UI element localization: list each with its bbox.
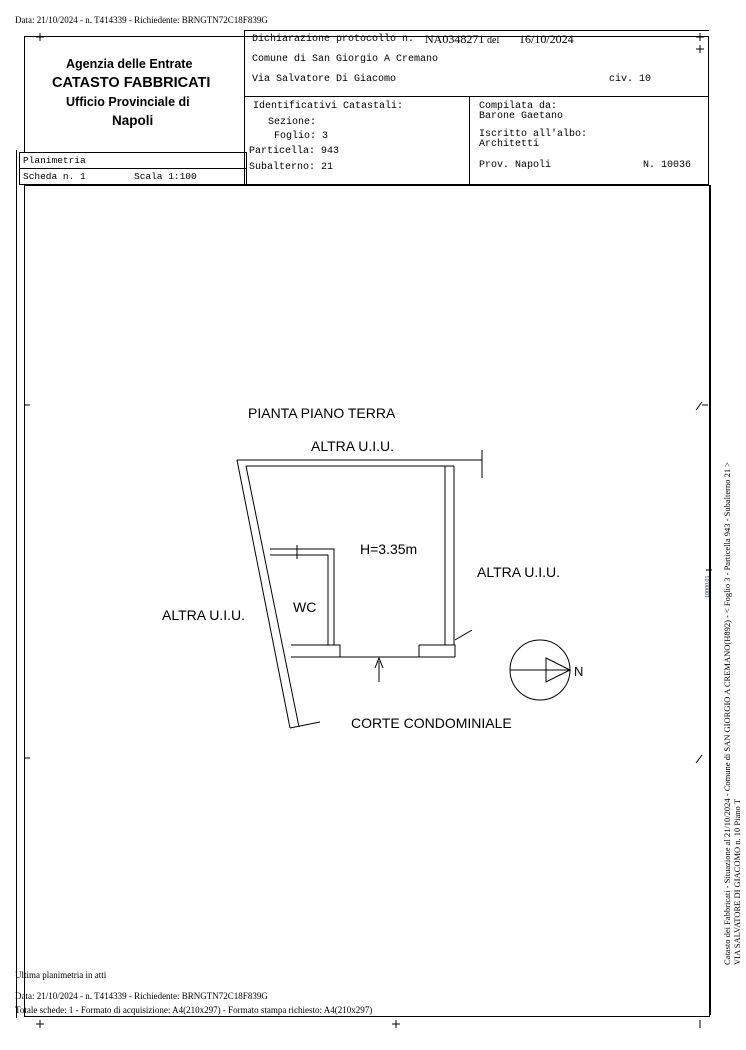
footer-meta: Data: 21/10/2024 - n. T414339 - Richiedente: BRNGTN72C18F839G	[15, 991, 268, 1001]
scale: Scala 1:100	[134, 171, 197, 182]
decl-prefix: Dichiarazione protocollo n.	[252, 34, 415, 45]
neighbor-right: ALTRA U.I.U.	[477, 564, 560, 580]
ident-foglio: Foglio: 3	[274, 131, 329, 142]
neighbor-left: ALTRA U.I.U.	[162, 607, 245, 623]
top-meta: Data: 21/10/2024 - n. T414339 - Richiedente: BRNGTN72C18F839G	[15, 15, 268, 25]
ident-sezione: Sezione:	[268, 117, 317, 128]
ident-title: Identificativi Catastali:	[253, 101, 404, 112]
prov: Prov. Napoli	[479, 160, 552, 171]
decl-date: 16/10/2024	[519, 32, 574, 46]
albo: Architetti	[479, 139, 540, 150]
courtyard-label: CORTE CONDOMINIALE	[351, 715, 512, 731]
doc-type: Planimetria	[23, 155, 86, 166]
compilata-label: Compilata da:	[479, 101, 558, 112]
neighbor-top: ALTRA U.I.U.	[311, 438, 394, 454]
north-label: N	[574, 664, 584, 679]
ufficio-label: Ufficio Provinciale di	[66, 95, 190, 109]
iscritto-label: Iscritto all'albo:	[479, 129, 588, 140]
catasto-title: CATASTO FABBRICATI	[52, 75, 211, 91]
footer-ultima: Ultima planimetria in atti	[15, 970, 107, 980]
plan-title: PIANTA PIANO TERRA	[248, 405, 396, 421]
wc-label: WC	[293, 599, 317, 615]
decl-number: NA0348271	[425, 32, 485, 46]
compilata-name: Barone Gaetano	[479, 111, 564, 122]
side-text-catasto: Catasto dei Fabbricati - Situazione al 21/10/2024 - Comune di SAN GIORGIO A CREMANO(H892) - < Foglio 3 - Particella 943 - Subalterno 21 >	[722, 462, 732, 965]
comune: Comune di San Giorgio A Cremano	[252, 54, 439, 65]
via: Via Salvatore Di Giacomo	[252, 74, 397, 85]
civ: civ. 10	[609, 74, 652, 85]
ident-particella: Particella: 943	[249, 146, 340, 157]
side-text-via: VIA SALVATORE DI GIACOMO n. 10 Piano T	[732, 799, 742, 965]
albo-number: N. 10036	[643, 160, 692, 171]
ident-subalterno: Subalterno: 21	[249, 162, 334, 173]
side-stamp: 10000.01	[705, 575, 711, 598]
decl-del: del	[487, 35, 500, 46]
scheda-number: Scheda n. 1	[23, 171, 86, 182]
footer-totale: Totale schede: 1 - Formato di acquisizione: A4(210x297) - Formato stampa richiesto: A4(210x297)	[15, 1005, 373, 1015]
office-city: Napoli	[112, 113, 154, 128]
agency-name: Agenzia delle Entrate	[66, 57, 193, 71]
room-height: H=3.35m	[360, 541, 418, 557]
